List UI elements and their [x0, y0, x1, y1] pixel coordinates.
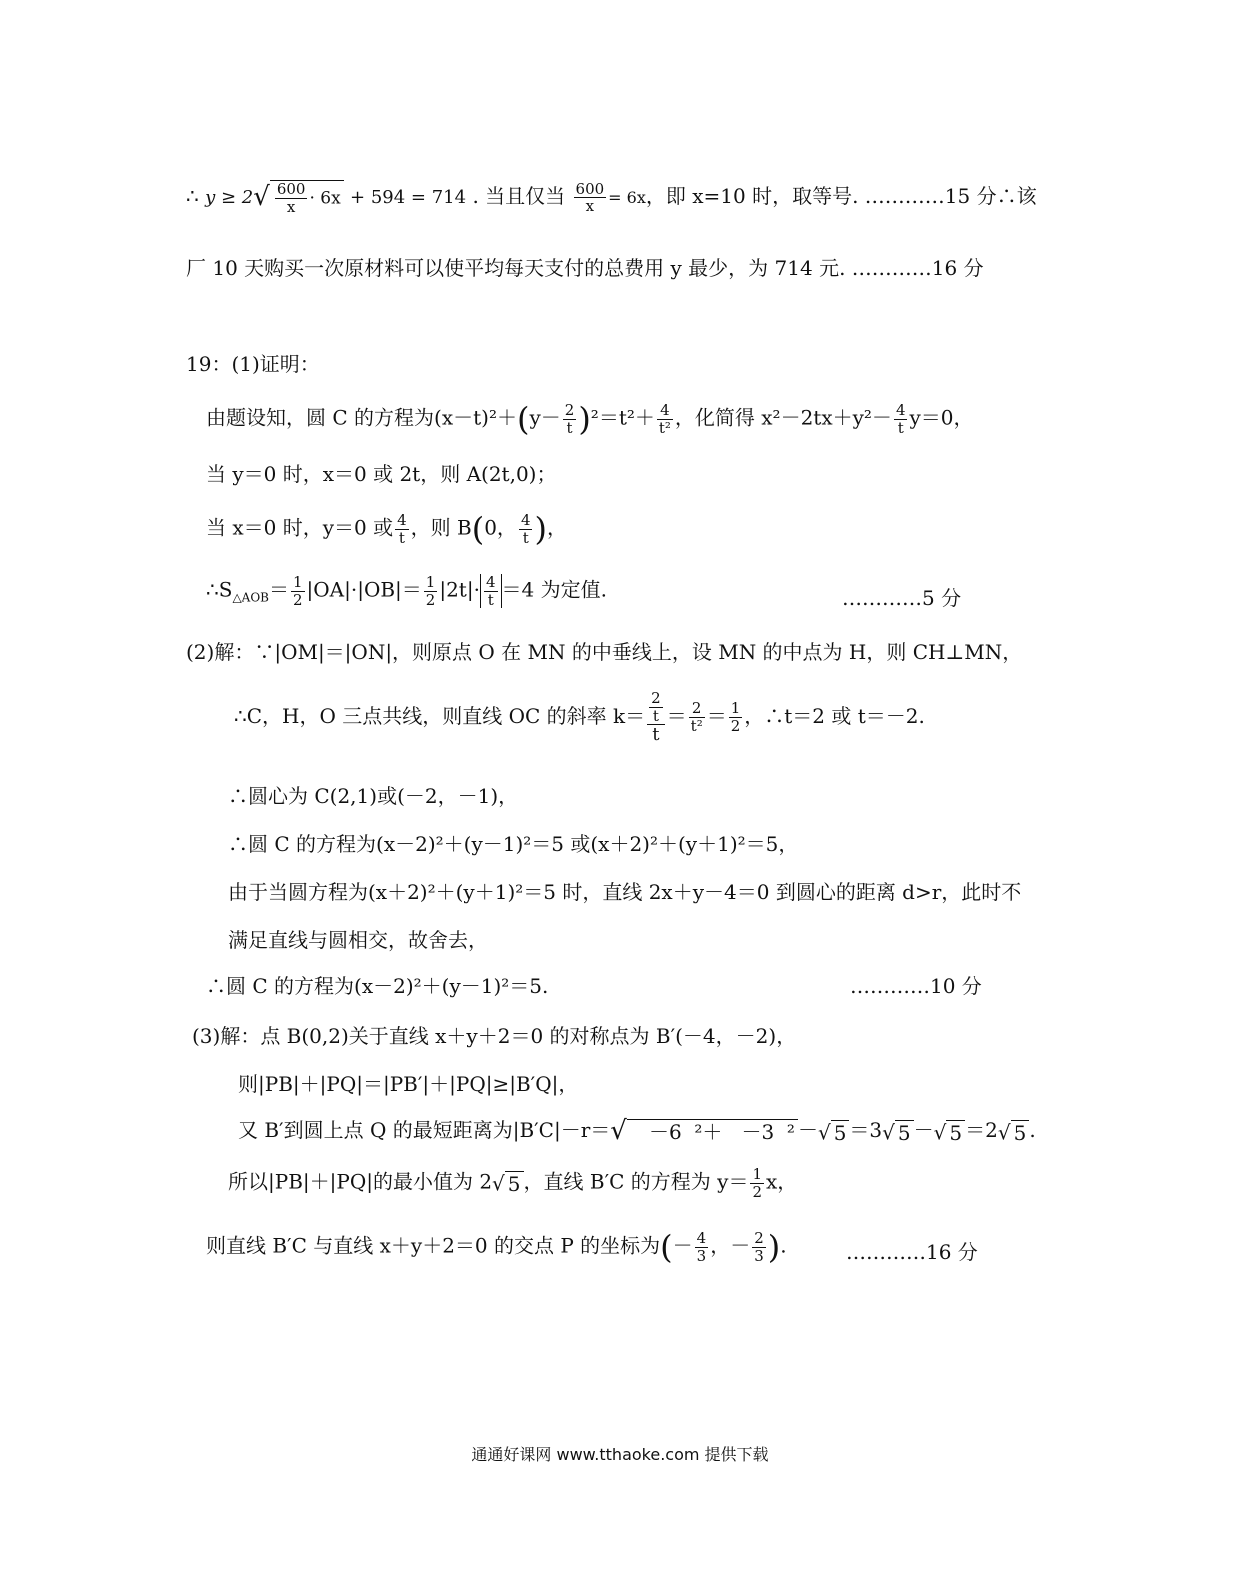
- therefore-sign: ∴: [186, 184, 199, 208]
- part3-line-4: 所以|PB|＋|PQ|的最小值为 2√ 5 ，直线 B′C 的方程为 y＝ $\frac{1}{2}$ x，: [228, 1165, 798, 1201]
- part2-line-3: ∴圆心为 C(2,1)或(－2，－1)，: [228, 784, 519, 808]
- part2-line-1: (2)解：∵|OM|＝|ON|，则原点 O 在 MN 的中垂线上，设 MN 的中点为 H，则 CH⊥MN，: [186, 640, 1023, 664]
- line-1: ∴ y ≥ 2√ $\frac{600}{x}$ · 6x + 594 = 714 . 当且仅当 $\frac{600}{x}$ = 6x，即 x=10 时，取等号. …………15 分∴该: [186, 179, 1037, 216]
- part2-line-4: ∴圆 C 的方程为(x－2)²＋(y－1)²＝5 或(x＋2)²＋(y＋1)²＝5，: [228, 832, 799, 856]
- page-footer: 通通好课网 www.tthaoke.com 提供下载: [471, 1445, 769, 1464]
- proof-line-1: 由题设知，圆 C 的方程为(x－t)²＋(y－ $\frac{2}{t}$ )²＝t²＋ $\frac{4}{\text{t²}}$ ，化简得 x²－2tx＋y²－ $\frac{4}{t}$ y＝0，: [206, 400, 974, 438]
- score-16: …………16 分: [846, 1240, 978, 1264]
- text-a: . 当且仅当: [472, 184, 566, 208]
- part2-line-6: 满足直线与圆相交，故舍去，: [228, 928, 488, 952]
- text-b: ，即 x=10 时，取等号. …………15 分∴该: [645, 184, 1037, 208]
- ineq-lhs: y ≥ 2: [205, 187, 254, 208]
- part3-line-2: 则|PB|＋|PQ|＝|PB′|＋|PQ|≥|B′Q|，: [238, 1072, 579, 1096]
- proof-line-3: 当 x＝0 时，y＝0 或 $\frac{4}{t}$ ，则 B(0， $\frac{4}{t}$ )，: [206, 510, 567, 548]
- line-2: 厂 10 天购买一次原材料可以使平均每天支付的总费用 y 最少，为 714 元. …………16 分: [186, 256, 984, 280]
- q19-header: 19：(1)证明：: [186, 352, 320, 376]
- part2-line-5: 由于当圆方程为(x＋2)²＋(y＋1)²＝5 时，直线 2x＋y－4＝0 到圆心的距离 d>r，此时不: [228, 880, 1022, 904]
- ineq-rhs: + 594 = 714: [350, 187, 467, 208]
- part3-line-1: (3)解：点 B(0,2)关于直线 x＋y＋2＝0 的对称点为 B′(－4，－2)，: [192, 1024, 797, 1048]
- part2-line-2: ∴C，H，O 三点共线，则直线 OC 的斜率 k＝ $\frac{\frac{2}{t}}{t}$ ＝ $\frac{2}{\text{t²}}$ ＝ $\frac{1}{2}$ ，∴t＝2 或 t＝－2.: [234, 689, 925, 745]
- score-5: …………5 分: [842, 586, 962, 610]
- part2-line-7: ∴圆 C 的方程为(x－2)²＋(y－1)²＝5.: [206, 974, 549, 998]
- part3-line-5: 则直线 B′C 与直线 x＋y＋2＝0 的交点 P 的坐标为(－ $\frac{4}{3}$ ，－ $\frac{2}{3}$ ).: [206, 1228, 787, 1266]
- eq-frac: $\frac{600}{x}$: [575, 179, 605, 215]
- part3-line-3: 又 B′到圆上点 Q 的最短距离为|B′C|－r＝√ －6 ²＋ －3 ² －√ 5 ＝3√ 5 －√ 5 ＝2√ 5 .: [238, 1116, 1036, 1146]
- proof-line-2: 当 y＝0 时，x＝0 或 2t，则 A(2t,0)；: [206, 462, 557, 486]
- proof-line-4: $\therefore S_{\triangle AOB}=$ $\frac{1}{2}$ |OA|·|OB|＝ $\frac{1}{2}$ |2t|· $\frac{4}{t}$ ＝4 为定值.: [206, 573, 607, 609]
- sqrt-expr: √ $\frac{600}{x}$ · 6x: [253, 180, 343, 215]
- score-10: …………10 分: [850, 974, 982, 998]
